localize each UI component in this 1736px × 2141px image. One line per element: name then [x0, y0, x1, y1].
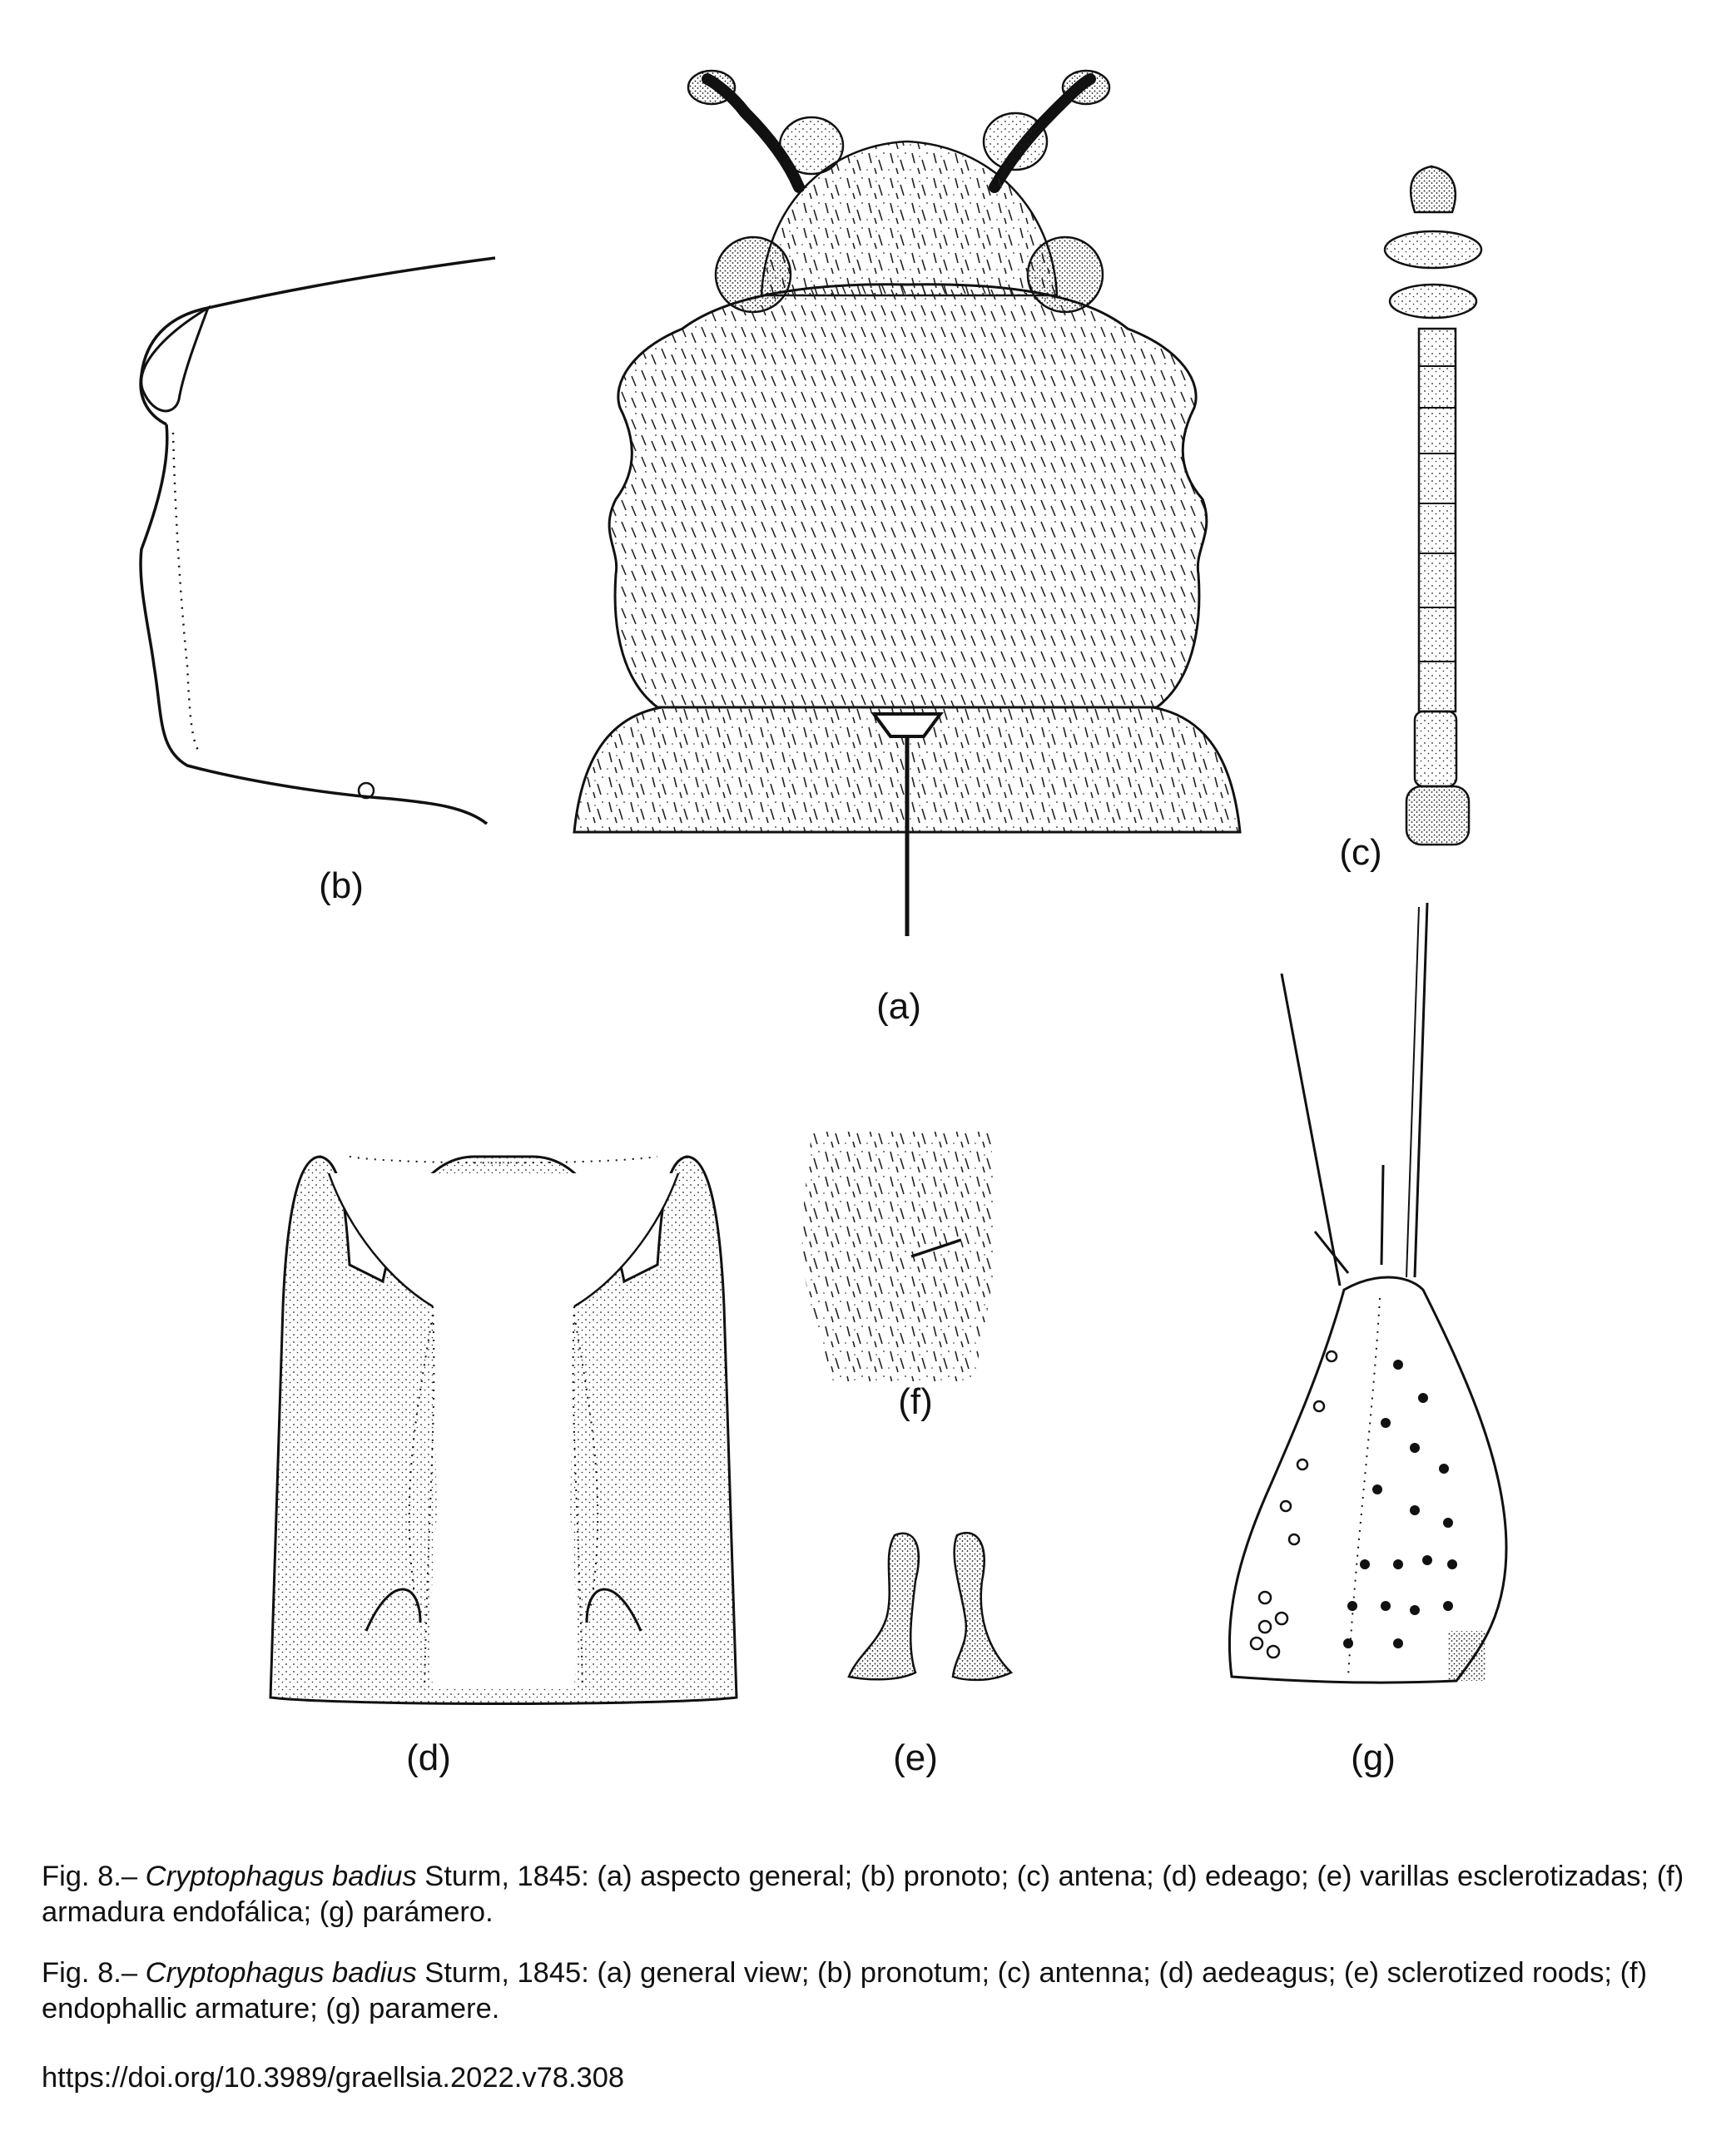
caption-english — [42, 1955, 1698, 2027]
doi-link[interactable]: https://doi.org/10.3989/graellsia.2022.v78.308 — [42, 2062, 625, 2094]
caption-es-rest: Sturm, 1845: (a) aspecto general; (b) pronoto; (c) antena; (d) edeago; (e) varillas esclerotizadas; (f) armadura endofálica; (g) parámero. — [42, 1861, 1684, 1928]
caption-spanish — [42, 1859, 1698, 1930]
beetle-general-view — [574, 71, 1240, 936]
label-b: (b) — [319, 865, 364, 906]
label-e: (e) — [893, 1737, 938, 1778]
caption-es-prefix: Fig. 8.– — [42, 1861, 146, 1892]
antenna — [1385, 166, 1481, 845]
caption-en-prefix: Fig. 8.– — [42, 1957, 146, 1989]
label-d: (d) — [406, 1737, 451, 1778]
label-c: (c) — [1339, 832, 1382, 873]
label-g: (g) — [1351, 1737, 1396, 1778]
label-a: (a) — [876, 986, 921, 1027]
label-f: (f) — [898, 1381, 933, 1422]
caption-en-rest: Sturm, 1845: (a) general view; (b) pronotum; (c) antenna; (d) aedeagus; (e) sclerotized roods; (f) endophallic armature; (g) paramere. — [42, 1957, 1648, 2025]
sclerotized-rods — [849, 1533, 1011, 1680]
endophallic-armature — [802, 1132, 996, 1381]
caption-es-species: Cryptophagus badius — [145, 1861, 417, 1892]
pronotum-outline — [141, 258, 495, 824]
caption-en-species: Cryptophagus badius — [145, 1957, 417, 1989]
aedeagus — [270, 1157, 737, 1704]
paramere — [1229, 903, 1506, 1683]
